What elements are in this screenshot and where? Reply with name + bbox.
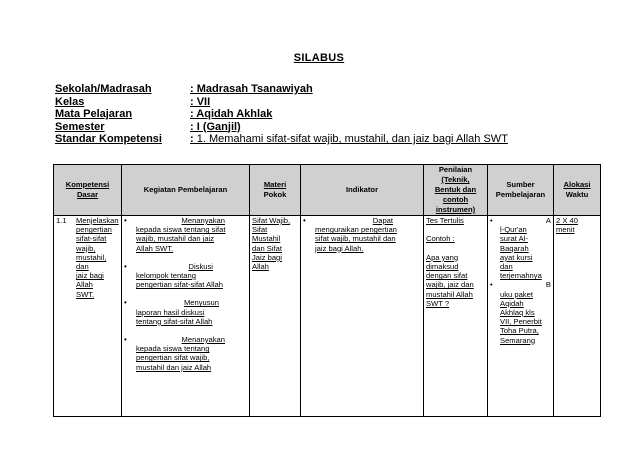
header-sumber: Sumber Pembelajaran bbox=[488, 165, 554, 216]
cell-alokasi: 2 X 40 menit bbox=[554, 216, 601, 417]
bullet-icon: • bbox=[490, 216, 493, 225]
cell-kegiatan bbox=[122, 216, 250, 417]
meta-value: : Madrasah Tsanawiyah bbox=[190, 83, 313, 95]
list-item: • A bbox=[490, 216, 551, 225]
meta-label: Semester bbox=[55, 120, 105, 133]
page-title: SILABUS bbox=[293, 52, 345, 64]
penilaian-example-label: Contoh : bbox=[426, 234, 455, 244]
header-kompetensi: Kompetensi Dasar bbox=[54, 165, 122, 216]
meta-label: Standar Kompetensi bbox=[55, 133, 162, 145]
meta-row-class bbox=[55, 96, 595, 109]
header-indikator: Indikator bbox=[301, 165, 424, 216]
bullet-icon: • bbox=[124, 298, 127, 308]
syllabus-table bbox=[53, 164, 601, 417]
table-header-row bbox=[54, 165, 601, 216]
meta-value: : I (Ganjil) bbox=[190, 120, 241, 133]
header-materi: Materi Pokok bbox=[250, 165, 301, 216]
meta-value: : VII bbox=[190, 95, 211, 108]
list-item: • Dapat menguraikan pengertian sifat wajib, mustahil dan jaiz bagi Allah. bbox=[303, 216, 397, 253]
list-item: • Menyusun laporan hasil diskusi tentang sifat-sifat Allah bbox=[124, 298, 219, 326]
kd-text: Menjelaskan pengertian sifat-sifat wajib, mustahil, dan jaiz bagi Allah SWT. bbox=[76, 216, 119, 299]
bullet-icon: • bbox=[124, 216, 127, 225]
list-item: • Menanyakan kepada siswa tentang pengertian sifat wajib, mustahil dan jaiz Allah bbox=[124, 335, 225, 372]
meta-colon: : bbox=[190, 133, 194, 145]
bullet-icon: • bbox=[303, 216, 306, 225]
list-item: • Diskusi kelompok tentang pengertian sifat-sifat Allah bbox=[124, 261, 223, 290]
meta-competency-text: 1. Memahami sifat-sifat wajib, mustahil, dan jaiz bagi Allah SWT bbox=[193, 133, 508, 145]
syllabus-meta bbox=[55, 83, 595, 146]
cell-sumber: • A l-Qur'an surat Al- Baqarah ayat kursi dan terjemahnya • B uku paket Aqidah Akhlaq kls VII, Penerbit Toha Putra, Semarang bbox=[488, 216, 554, 417]
meta-row-subject bbox=[55, 108, 595, 121]
meta-label: Kelas bbox=[55, 95, 85, 108]
meta-label: Mata Pelajaran bbox=[55, 108, 133, 120]
meta-value: : Aqidah Akhlak bbox=[190, 108, 273, 120]
meta-row-semester bbox=[55, 121, 595, 134]
meta-row-competency bbox=[55, 133, 595, 146]
penilaian-technique: Tes Tertulis bbox=[426, 216, 464, 225]
bullet-icon: • bbox=[124, 335, 127, 345]
meta-value bbox=[190, 133, 508, 146]
cell-penilaian: Tes Tertulis Contoh : Apa yang dimaksud dengan sifat wajib, jaiz dan mustahil Allah SWT ? bbox=[424, 216, 488, 417]
list-item: • Menanyakan kepada siswa tentang sifat wajib, mustahil dan jaiz Allah SWT. bbox=[124, 216, 226, 253]
meta-label: Sekolah/Madrasah bbox=[55, 83, 152, 95]
bullet-icon: • bbox=[124, 261, 127, 271]
list-item: • B bbox=[490, 280, 551, 290]
header-alokasi: Alokasi Waktu bbox=[554, 165, 601, 216]
cell-indikator bbox=[301, 216, 424, 417]
header-kegiatan: Kegiatan Pembelajaran bbox=[122, 165, 250, 216]
cell-kompetensi bbox=[54, 216, 122, 417]
meta-row-school bbox=[55, 83, 595, 96]
bullet-icon: • bbox=[490, 280, 493, 290]
table-row bbox=[54, 216, 601, 417]
header-penilaian: Penilaian (Teknik, Bentuk dan contoh instrumen) bbox=[424, 165, 488, 216]
kd-number: 1.1 bbox=[56, 216, 67, 225]
cell-materi: Sifat Wajib, Sifat Mustahil dan Sifat Jaiz bagi Allah bbox=[250, 216, 301, 417]
